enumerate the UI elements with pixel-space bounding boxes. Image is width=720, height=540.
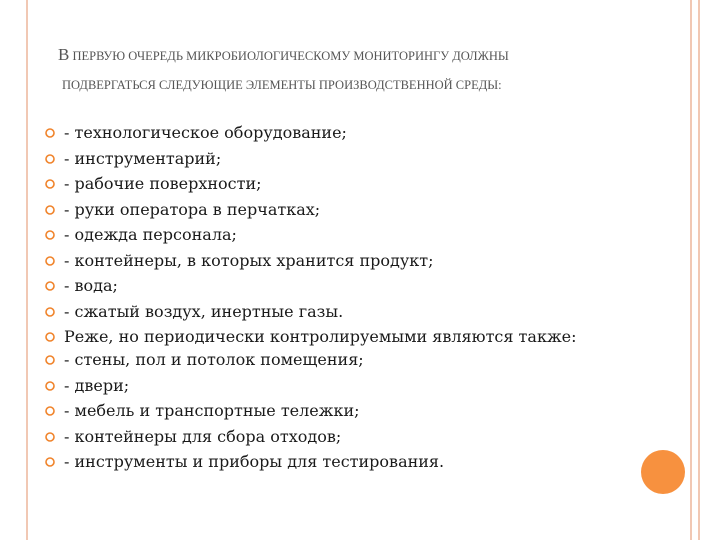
bullet-circle-icon xyxy=(44,153,56,165)
list-item xyxy=(44,303,624,321)
list-item-text: - инструменты и приборы для тестирования. xyxy=(64,452,445,471)
bullet-list xyxy=(44,124,624,479)
list-item-text: - технологическое оборудование; xyxy=(64,123,347,142)
bullet-circle-icon xyxy=(44,354,56,366)
list-item-text: - контейнеры, в которых хранится продукт; xyxy=(64,250,434,270)
list-item-text: Реже, но периодически контролируемыми являются также: xyxy=(64,327,577,346)
list-item xyxy=(44,201,624,219)
list-item xyxy=(44,453,624,471)
title-line-2: ПОДВЕРГАТЬСЯ СЛЕДУЮЩИЕ ЭЛЕМЕНТЫ ПРОИЗВОДСТВЕННОЙ СРЕДЫ: xyxy=(62,78,502,92)
list-item-text: - руки оператора в перчатках; xyxy=(64,199,321,219)
bullet-circle-icon xyxy=(44,178,56,190)
slide-title xyxy=(58,40,658,100)
bullet-circle-icon xyxy=(44,456,56,468)
bullet-circle-icon xyxy=(44,255,56,267)
list-item xyxy=(44,328,624,346)
orange-circle-decoration xyxy=(641,450,685,494)
list-item-text: - инструментарий; xyxy=(64,148,222,168)
bullet-circle-icon xyxy=(44,405,56,417)
list-item-text: - двери; xyxy=(64,375,130,395)
bullet-circle-icon xyxy=(44,431,56,443)
bullet-circle-icon xyxy=(44,204,56,216)
list-item-text: - одежда персонала; xyxy=(64,225,237,244)
bullet-circle-icon xyxy=(44,127,56,139)
bullet-circle-icon xyxy=(44,280,56,292)
list-item xyxy=(44,377,624,395)
title-initial: В xyxy=(58,45,70,64)
list-item xyxy=(44,351,624,369)
right-border-rule xyxy=(698,0,700,540)
list-item xyxy=(44,124,624,142)
bullet-circle-icon xyxy=(44,306,56,318)
list-item xyxy=(44,428,624,446)
bullet-circle-icon xyxy=(44,380,56,392)
list-item-text: - контейнеры для сбора отходов; xyxy=(64,426,342,446)
bullet-circle-icon xyxy=(44,331,56,343)
list-item-text: - рабочие поверхности; xyxy=(64,174,262,193)
list-item xyxy=(44,277,624,295)
title-line-1: ПЕРВУЮ ОЧЕРЕДЬ МИКРОБИОЛОГИЧЕСКОМУ МОНИТОРИНГУ ДОЛЖНЫ xyxy=(69,49,509,63)
list-item xyxy=(44,175,624,193)
list-item-text: - сжатый воздух, инертные газы. xyxy=(64,301,344,321)
list-item xyxy=(44,402,624,420)
bullet-circle-icon xyxy=(44,229,56,241)
list-item xyxy=(44,226,624,244)
list-item xyxy=(44,150,624,168)
list-item-text: - стены, пол и потолок помещения; xyxy=(64,350,364,369)
list-item xyxy=(44,252,624,270)
list-item-text: - мебель и транспортные тележки; xyxy=(64,401,360,420)
list-item-text: - вода; xyxy=(64,276,118,295)
